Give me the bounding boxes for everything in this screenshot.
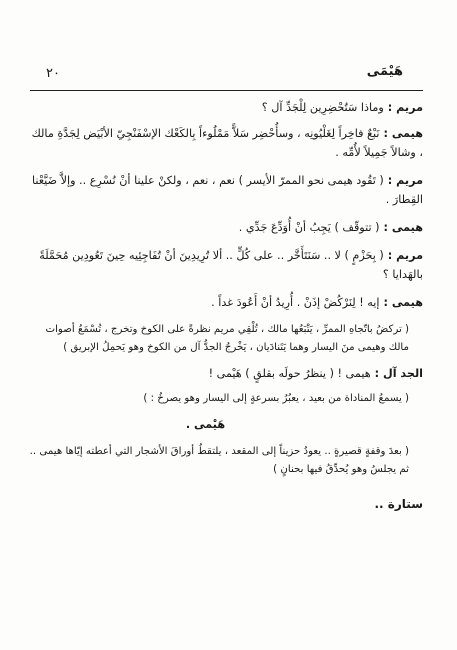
stage-direction (28, 390, 423, 408)
line-text: وماذا سَتُحْضِرِين لِلْجَدِّ آل ؟ (261, 101, 384, 114)
line-text: ( يسمعُ المناداة من بعيد ، يعبُرُ بسرعةٍ إلى اليسار وهو يصرخُ : ) (143, 393, 409, 404)
running-title: هَيْمَى (366, 64, 403, 79)
line-text: إيه ! لِنَرْكُضْ إذَنْ . أُرِيدُ أنْ أَعُودَ غداً . (211, 296, 380, 309)
line-text: ( تركضُ باتّجاهِ الممرِّ ، يَتْبَعُها مالك ، تُلْقِي مريم نظرةً على الكوخ وتخرج ، تُسْمَعُ أصوات مالك وهيمى منَ اليسار وهما يَتَنادَيان ، يَخْرجُ الجدُّ آل من الكوخ وهو يَحمِلُ الإبريق ) (45, 324, 409, 353)
speaker-name: مريم : (387, 174, 423, 187)
line-text: ( بِحَزْمٍ ) لا .. سَنَتَأَخَّر .. على كُلٍّ .. ألا تُرِيدِينَ أنْ تُفَاجِئِيه حِينَ تَعُودِين مُحَمَّلَةً بالهَدايا ؟ (39, 249, 423, 281)
dialogue-line (28, 293, 423, 312)
speaker-name: هيمى : (383, 296, 423, 309)
dialogue-line (28, 98, 423, 117)
page-number: ٢٠ (46, 66, 60, 81)
speaker-name: مريم : (387, 249, 423, 262)
line-text: ( تتوقّف ) يَجِبُ أنْ أُوَدِّعَ جَدِّي . (238, 221, 380, 234)
dialogue-line (28, 415, 423, 434)
line-text: هَيْمى . (185, 418, 226, 431)
speaker-name: مريم : (387, 101, 423, 114)
page-header (30, 64, 423, 86)
dialogue-line (28, 124, 423, 162)
line-text: ( بعدَ وقفةٍ قصيرةٍ .. يعودُ حزيناً إلى المقعد ، يلتقطُ أوراقَ الأشجار التي أعطته إيّاها هيمى .. ثم يجلسُ وهو يُحدِّقُ فيها بحنانٍ ) (29, 446, 409, 475)
speaker-name: الجد آل : (374, 367, 423, 380)
header-divider (30, 90, 423, 91)
page-body (28, 98, 423, 521)
dialogue-line (28, 218, 423, 237)
dialogue-line (28, 246, 423, 284)
line-text: نَبْعٌ فاخِراً لِغَلْيُونِه ، وسأُحْضِر سَلاًّ مَمْلُوءاً بِالكَعْك الإسْفَنْجِيّ الأبْيَض لِجَدَّةِ مالك ، وشالاً جَمِيلاً لأُمِّه . (31, 127, 423, 159)
line-text: ستارة .. (374, 497, 423, 511)
line-text: هيمى ! ( ينظرُ حولَه بقلقٍ ) هَيْمى ! (208, 367, 371, 380)
speaker-name: هيمى : (383, 127, 423, 140)
curtain-line (28, 495, 423, 514)
stage-direction (28, 321, 423, 357)
dialogue-line (28, 364, 423, 383)
speaker-name: هيمى : (383, 221, 423, 234)
dialogue-line (28, 171, 423, 209)
stage-direction (28, 443, 423, 479)
line-text: ( تَقُود هيمى نحو الممرّ الأيسر ) نعم ، نعم ، ولكنْ علينا أنْ نُسْرِع .. وإلاَّ ضَيَّعْنا القِطارَ . (31, 174, 423, 206)
